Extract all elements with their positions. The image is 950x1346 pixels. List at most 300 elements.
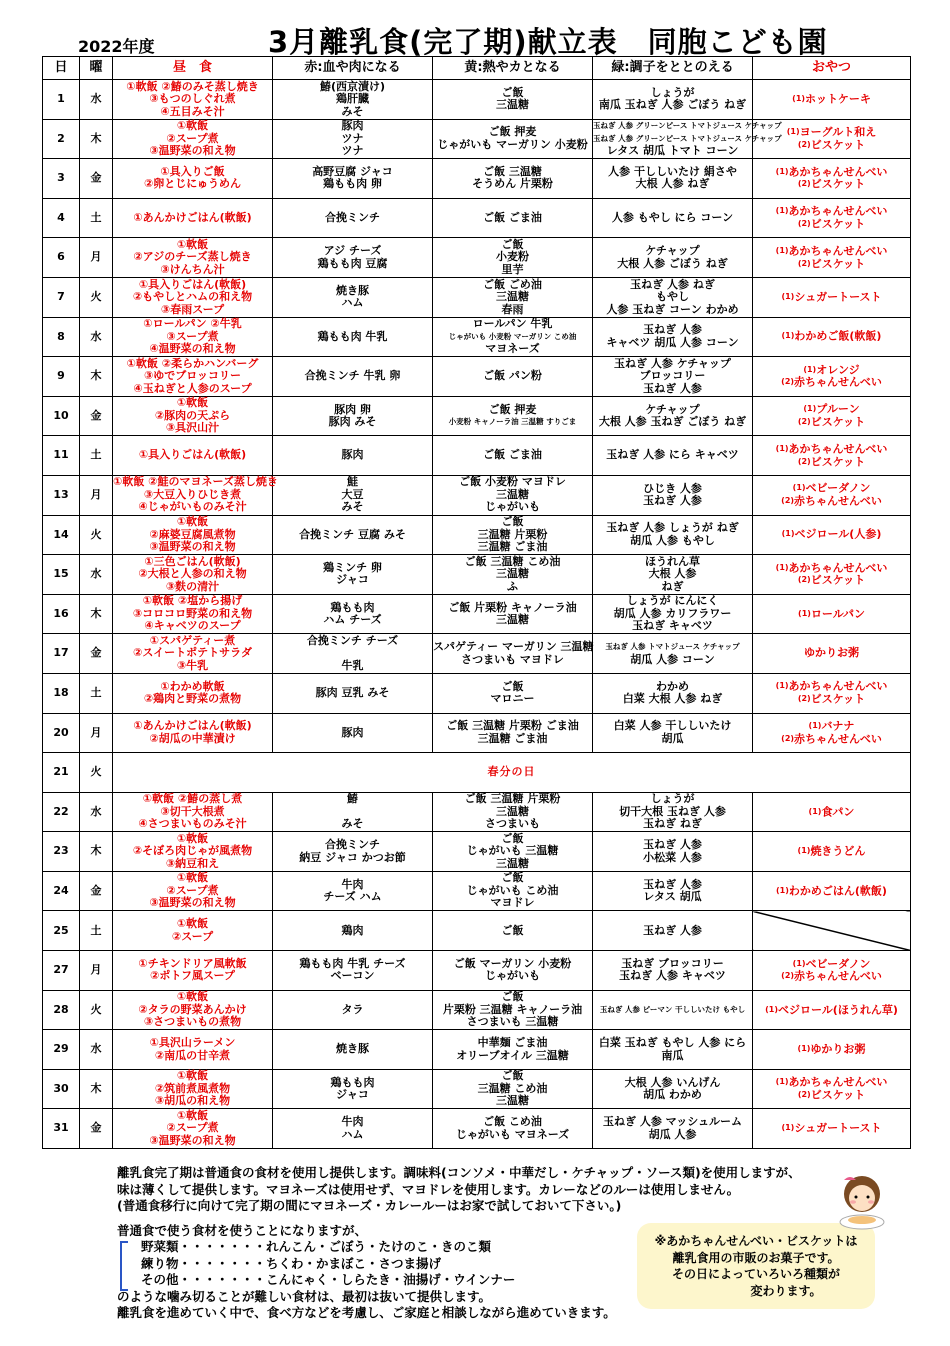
col-green: 緑:調子をととのえる [593, 57, 753, 80]
lunch-item: ②胡瓜の中華漬け [149, 731, 236, 745]
lunch-item: ③温野菜の和え物 [149, 540, 236, 554]
red-food-item: 納豆 ジャコ かつお節 [299, 850, 406, 864]
day-cell: 9 [43, 357, 80, 397]
yellow-food-item: ご飯 ごま油 [483, 448, 542, 462]
red-food-item: 合挽ミンチ 牛乳 卵 [304, 369, 401, 383]
lunch-cell [113, 396, 273, 436]
green-food-item: 玉ねぎ 人参 キャベツ [619, 969, 726, 983]
lunch-item: ①あんかけごはん(軟飯) [133, 210, 252, 224]
snack-item [753, 403, 910, 416]
snack-cell [753, 475, 911, 515]
green-food-item: しょうが [650, 85, 695, 99]
snack-name: ベビーダノン [805, 481, 871, 495]
day-cell: 18 [43, 673, 80, 713]
snack-cell [753, 555, 911, 595]
green-food-item: 胡瓜 わかめ [643, 1088, 702, 1102]
snack-name: ロールパン [810, 606, 865, 620]
green-food-cell [593, 515, 753, 555]
snack-name: ゆかりお粥 [810, 1042, 866, 1056]
yellow-food-item: 三温糖 [496, 290, 529, 304]
lunch-item: ②スープ煮 [166, 1121, 219, 1135]
green-food-item: 切干大根 玉ねぎ 人参 [619, 804, 726, 818]
yellow-food-cell [433, 80, 593, 120]
snack-number: (2) [797, 575, 811, 585]
snack-name: ビスケット [810, 415, 866, 429]
weekday-cell: 水 [80, 80, 113, 120]
snack-number: (1) [803, 404, 817, 414]
red-food-cell [273, 713, 433, 753]
snack-number: (2) [781, 377, 795, 387]
green-food-item: 玉ねぎ 人参 [643, 838, 702, 852]
yellow-food-item: ご飯 三温糖 [483, 164, 542, 178]
weekday-cell: 水 [80, 555, 113, 595]
snack-name: ビスケット [810, 692, 866, 706]
snack-item [753, 1122, 910, 1135]
yellow-food-cell [433, 555, 593, 595]
snack-item [753, 693, 910, 706]
red-food-item: 合挽ミンチ [325, 210, 380, 224]
red-food-item: ジャコ [336, 1088, 369, 1102]
table-row [43, 475, 911, 515]
snack-name: シュガートースト [794, 290, 882, 304]
snack-number: (2) [797, 694, 811, 704]
weekday-cell: 金 [80, 159, 113, 199]
green-food-item: 大根 人参 ねぎ [635, 177, 710, 191]
weekday-cell: 金 [80, 396, 113, 436]
green-food-item: 玉ねぎ 人参 トマトジュース ケチャップ [605, 642, 740, 652]
lunch-item: ②もやしとハムの和え物 [132, 290, 253, 304]
snack-number: (1) [792, 93, 806, 103]
lunch-item: ③牛乳 [176, 658, 209, 672]
day-cell: 25 [43, 911, 80, 951]
snack-number: (1) [775, 206, 789, 216]
red-food-item: 豚肉 豆乳 みそ [315, 685, 390, 699]
snack-cell [753, 990, 911, 1030]
yellow-food-item: ふ [507, 579, 518, 593]
red-food-item: 合挽ミンチ [325, 838, 380, 852]
yellow-food-cell [433, 396, 593, 436]
yellow-food-item: ご飯 [501, 679, 524, 693]
snack-item [753, 495, 910, 508]
lunch-item: ②スープ煮 [166, 131, 219, 145]
note-line: のような噛み切ることが難しい食材は、最初は抜いて提供します。 [117, 1288, 492, 1304]
weekday-cell: 土 [80, 436, 113, 476]
red-food-item: 豚肉 [341, 119, 364, 133]
yellow-food-item: 三温糖 [496, 98, 529, 112]
lunch-item: ①軟飯 ②鮭のマヨネーズ蒸し焼き [113, 475, 278, 489]
yellow-food-item: 三温糖 ごま油 [477, 731, 548, 745]
box-line: その日によっていろいろ種類が [671, 1267, 840, 1281]
snack-number: (2) [797, 139, 811, 149]
lunch-item: ③温野菜の和え物 [149, 1133, 236, 1147]
green-food-item: 白菜 玉ねぎ もやし 人参 にら [598, 1036, 747, 1050]
snack-item [753, 218, 910, 231]
lunch-item: ③コロコロ野菜の和え物 [132, 606, 253, 620]
red-food-cell [273, 198, 433, 238]
yellow-food-item: 小麦粉 キャノーラ油 三温糖 すりごま [448, 417, 577, 427]
red-food-item: 鶏もも肉 牛乳 チーズ [299, 956, 406, 970]
lunch-item: ④五目みそ汁 [160, 104, 225, 118]
snack-cell [753, 80, 911, 120]
lunch-item: ①軟飯 [176, 831, 209, 845]
snack-number: (1) [765, 1004, 779, 1014]
red-food-cell [273, 990, 433, 1030]
day-cell: 20 [43, 713, 80, 753]
table-header-row [43, 57, 911, 80]
red-food-item: 鶏肉 [341, 923, 364, 937]
snack-item [753, 806, 910, 819]
green-food-cell [593, 832, 753, 872]
snack-name: 赤ちゃんせんべい [794, 494, 882, 508]
snack-cell [753, 396, 911, 436]
day-cell: 29 [43, 1030, 80, 1070]
red-food-item: みそ [341, 104, 364, 118]
green-food-item: しょうが [650, 792, 695, 806]
green-food-cell [593, 238, 753, 278]
snack-name: 赤ちゃんせんべい [794, 732, 882, 746]
yellow-food-item: ご飯 押麦 [488, 402, 537, 416]
green-food-item: 小松菜 人参 [643, 850, 702, 864]
day-cell: 15 [43, 555, 80, 595]
red-food-item [273, 647, 432, 660]
yellow-food-item: ロールパン 牛乳 [472, 317, 553, 331]
red-food-cell [273, 951, 433, 991]
col-red: 赤:血や肉になる [273, 57, 433, 80]
green-food-item: 玉ねぎ 人参 グリーンピース トマトジュース ケチャップ [593, 121, 782, 131]
snack-number: (1) [776, 885, 789, 895]
green-food-cell [593, 159, 753, 199]
yellow-food-cell [433, 436, 593, 476]
red-food-item: みそ [341, 500, 364, 514]
yellow-food-item: ご飯 三温糖 片栗粉 [464, 792, 561, 806]
snack-number: (2) [797, 179, 811, 189]
red-food-item: 豚肉 みそ [328, 415, 377, 429]
yellow-food-item: じゃがいも [485, 969, 540, 983]
green-food-cell [593, 594, 753, 634]
snack-number: (1) [808, 721, 822, 731]
box-line: ※あかちゃんせんべい・ビスケットは [654, 1234, 858, 1248]
yellow-food-cell [433, 594, 593, 634]
table-row [43, 515, 911, 555]
day-cell: 1 [43, 80, 80, 120]
yellow-food-item: スパゲティー マーガリン 三温糖 [433, 640, 594, 654]
red-food-item: 鰆(西京漬け) [319, 79, 386, 93]
red-food-item: 鶏もも肉 [330, 600, 375, 614]
yellow-food-cell [433, 1030, 593, 1070]
snack-cell [753, 277, 911, 317]
lunch-cell [113, 951, 273, 991]
holiday-cell: 春分の日 [113, 753, 911, 793]
snack-note-box [637, 1223, 875, 1309]
table-row [43, 555, 911, 595]
day-cell: 7 [43, 277, 80, 317]
lunch-cell [113, 1069, 273, 1109]
lunch-item: ③胡瓜の和え物 [154, 1094, 231, 1108]
table-row [43, 396, 911, 436]
lunch-item: ②豚肉の天ぷら [154, 408, 231, 422]
yellow-food-item: マヨネーズ [485, 342, 540, 356]
lunch-cell [113, 673, 273, 713]
yellow-food-item: ご飯 三温糖 片栗粉 ごま油 [446, 719, 579, 733]
snack-cell [753, 317, 911, 357]
snack-number: (1) [781, 291, 795, 301]
table-row [43, 634, 911, 674]
table-row [43, 1030, 911, 1070]
red-food-item: ツナ [341, 131, 364, 145]
lunch-item: ①あんかけごはん(軟飯) [133, 719, 252, 733]
green-food-cell [593, 357, 753, 397]
yellow-food-item: ご飯 [501, 1069, 524, 1083]
yellow-food-item: ご飯 ごま油 [483, 210, 542, 224]
green-food-item: 玉ねぎ キャベツ [632, 619, 713, 633]
yellow-food-item: 三温糖 片栗粉 [477, 527, 548, 541]
yellow-food-cell [433, 832, 593, 872]
snack-name: 赤ちゃんせんべい [794, 969, 882, 983]
table-row [43, 1069, 911, 1109]
lunch-cell [113, 198, 273, 238]
day-cell: 16 [43, 594, 80, 634]
snack-number: (2) [781, 733, 795, 743]
lunch-item: ④温野菜の和え物 [149, 342, 236, 356]
red-food-item: ハム [341, 296, 364, 310]
snack-cell [753, 1069, 911, 1109]
green-food-item: 玉ねぎ 人参 マッシュルーム [603, 1115, 742, 1129]
snack-item [753, 364, 910, 377]
yellow-food-cell [433, 198, 593, 238]
red-food-cell [273, 594, 433, 634]
green-food-cell [593, 713, 753, 753]
red-food-item: 豚肉 [341, 448, 364, 462]
green-food-item: レタス 胡瓜 トマト コーン [606, 144, 739, 158]
snack-item [753, 245, 910, 258]
red-food-cell [273, 555, 433, 595]
yellow-food-item: ご飯 小麦粉 マヨドレ [459, 475, 566, 489]
yellow-food-item: 里芋 [501, 262, 524, 276]
snack-cell [753, 436, 911, 476]
yellow-food-item: 三温糖 ごま油 [477, 540, 548, 554]
snack-item [753, 1043, 910, 1056]
lunch-item: ③さつまいもの煮物 [143, 1015, 242, 1029]
yellow-food-item: 春雨 [501, 302, 524, 316]
box-line: 離乳食用の市販のお菓子です。 [672, 1250, 840, 1265]
snack-name: 焼きうどん [810, 844, 866, 858]
snack-item [753, 1004, 910, 1017]
lunch-item: ①軟飯 [176, 1108, 209, 1122]
green-food-item: 大根 人参 ごぼう ねぎ [617, 256, 728, 270]
note-line: 普通食で使う食材を使うことになりますが、 [117, 1222, 368, 1238]
yellow-food-item: 片栗粉 三温糖 キャノーラ油 [442, 1002, 583, 1016]
green-food-cell [593, 1069, 753, 1109]
snack-item [753, 885, 910, 898]
red-food-item: アジ チーズ [323, 244, 382, 258]
table-row [43, 832, 911, 872]
yellow-food-item: ご飯 片栗粉 キャノーラ油 [448, 600, 577, 614]
red-food-cell [273, 515, 433, 555]
red-food-item: 合挽ミンチ チーズ [306, 633, 399, 647]
snack-item [753, 970, 910, 983]
day-cell: 13 [43, 475, 80, 515]
snack-name: ビスケット [810, 573, 866, 587]
yellow-food-cell [433, 238, 593, 278]
lunch-item: ②スープ [171, 929, 214, 943]
snack-name: あかちゃんせんべい [788, 679, 888, 693]
yellow-food-item: ご飯 [501, 990, 524, 1004]
bracket-decoration [120, 1241, 128, 1291]
red-food-cell [273, 673, 433, 713]
red-food-item: 牛乳 [341, 658, 364, 672]
red-food-cell [273, 792, 433, 832]
snack-item [753, 720, 910, 733]
yellow-food-item: ご飯 マーガリン 小麦粉 [453, 956, 572, 970]
green-food-cell [593, 119, 782, 159]
yellow-food-item: マヨドレ [490, 896, 535, 910]
green-food-cell [593, 396, 753, 436]
lunch-item: ①具入りご飯 [160, 164, 225, 178]
weekday-cell: 火 [80, 277, 113, 317]
lunch-item: ②スープ煮 [166, 883, 219, 897]
table-row [43, 871, 911, 911]
yellow-food-item: 三温糖 [496, 567, 529, 581]
lunch-item: ②大根と人参の和え物 [138, 567, 247, 581]
note-line: 野菜類・・・・・・・れんこん・ごぼう・たけのこ・きのこ類 [141, 1239, 492, 1254]
col-snack: おやつ [753, 57, 911, 80]
red-food-cell [273, 238, 433, 278]
day-cell: 22 [43, 792, 80, 832]
table-row [43, 436, 911, 476]
red-food-item: 大豆 [341, 487, 364, 501]
day-cell: 6 [43, 238, 80, 278]
green-food-item: 南瓜 玉ねぎ 人参 ごぼう ねぎ [598, 98, 747, 112]
yellow-food-item: ご飯 [501, 923, 524, 937]
lunch-item: ③大豆入りひじき煮 [143, 487, 242, 501]
snack-number: (2) [797, 456, 811, 466]
red-food-item: 豚肉 [341, 725, 364, 739]
lunch-item: ④さつまいものみそ汁 [138, 817, 247, 831]
day-cell: 11 [43, 436, 80, 476]
day-cell: 23 [43, 832, 80, 872]
yellow-food-cell [433, 1069, 593, 1109]
weekday-cell: 土 [80, 673, 113, 713]
green-food-item: 白菜 大根 人参 ねぎ [622, 692, 723, 706]
lunch-item: ③具沢山汁 [165, 421, 220, 435]
yellow-food-item: マロニー [490, 692, 535, 706]
yellow-food-item: ご飯 こめ油 [483, 1115, 542, 1129]
green-food-item: ねぎ [661, 579, 684, 593]
red-food-cell [273, 159, 433, 199]
snack-cell [753, 673, 911, 713]
lunch-item: ④玉ねぎと人参のスープ [133, 381, 252, 395]
note-line: 離乳食完了期は普通食の食材を使用し提供します。調味料(コンソメ・中華だし・ケチャップ・ソース類)を使用しますが、 [117, 1165, 801, 1180]
red-food-cell [273, 634, 433, 674]
lunch-cell [113, 159, 273, 199]
snack-number: (1) [775, 681, 789, 691]
weekday-cell: 水 [80, 317, 113, 357]
lunch-cell [113, 911, 273, 951]
red-food-item: 鶏肝臓 [336, 92, 369, 106]
snack-item [753, 562, 910, 575]
snack-name: ベジロール(ほうれん草) [778, 1002, 898, 1016]
lunch-item: ①軟飯 [176, 871, 209, 885]
weekday-cell: 木 [80, 357, 113, 397]
snack-item [753, 330, 910, 343]
red-food-item: 牛肉 [341, 1115, 364, 1129]
yellow-food-cell [433, 673, 593, 713]
red-food-item: ツナ [341, 144, 364, 158]
snack-name: オレンジ [816, 362, 860, 376]
red-food-cell [273, 317, 433, 357]
yellow-food-item: じゃがいも マヨネーズ [455, 1127, 570, 1141]
table-row [43, 911, 911, 951]
green-food-cell [593, 1030, 753, 1070]
red-food-item: ハム [341, 1127, 364, 1141]
snack-item [753, 608, 910, 621]
snack-item [753, 680, 910, 693]
weekday-cell: 月 [80, 475, 113, 515]
note-line: 味は薄くして提供します。マヨネーズは使用せず、マヨドレを使用します。カレーなどのルーは使用しません。 [117, 1181, 740, 1197]
girl-eating-illustration [832, 1170, 892, 1232]
snack-name: バナナ [821, 719, 855, 733]
lunch-cell [113, 80, 273, 120]
snack-name: あかちゃんせんべい [788, 442, 888, 456]
green-food-item: 胡瓜 [661, 731, 684, 745]
lunch-item: ④キャベツのスープ [144, 619, 241, 633]
lunch-cell [113, 436, 273, 476]
snack-number: (2) [781, 971, 795, 981]
day-cell: 27 [43, 951, 80, 991]
snack-cell [753, 238, 911, 278]
yellow-food-item: じゃがいも こめ油 [466, 883, 559, 897]
snack-item [753, 376, 910, 389]
red-food-item: 鰆 [347, 792, 358, 806]
weekday-cell: 月 [80, 238, 113, 278]
green-food-cell [593, 792, 753, 832]
green-food-cell [593, 277, 753, 317]
red-food-cell [273, 1030, 433, 1070]
lunch-cell [113, 238, 273, 278]
snack-name: あかちゃんせんべい [788, 244, 888, 258]
yellow-food-item: じゃがいも 三温糖 [466, 844, 559, 858]
lunch-cell [113, 832, 273, 872]
lunch-cell [113, 1030, 273, 1070]
green-food-item: ケチャップ [645, 244, 700, 258]
snack-cell [753, 951, 911, 991]
yellow-food-cell [433, 515, 593, 555]
snack-cell [753, 713, 911, 753]
lunch-item: ③ゆでブロッコリー [143, 369, 242, 383]
snack-cell [753, 1109, 911, 1149]
col-lunch: 昼 食 [113, 57, 273, 80]
lunch-item: ①ロールパン ②牛乳 [143, 317, 242, 331]
lunch-cell [113, 119, 273, 159]
page-title: 3月離乳食(完了期)献立表 同胞こども園 [268, 25, 828, 59]
red-food-cell [273, 832, 433, 872]
yellow-food-item: ご飯 パン粉 [483, 369, 542, 383]
snack-number: (1) [808, 806, 822, 816]
note-line: その他・・・・・・・こんにゃく・しらたき・油揚げ・ウインナー [141, 1272, 516, 1287]
snack-number: (1) [797, 1044, 811, 1054]
snack-item [753, 178, 910, 191]
red-food-cell [273, 80, 433, 120]
yellow-food-cell [433, 634, 593, 674]
snack-number: (1) [803, 364, 817, 374]
lunch-item: ①具沢山ラーメン [149, 1036, 236, 1050]
snack-number: (1) [781, 529, 795, 539]
red-food-cell [273, 1109, 433, 1149]
yellow-food-item: 三温糖 [496, 613, 529, 627]
snack-name: ビスケット [810, 1088, 866, 1102]
yellow-food-cell [433, 317, 593, 357]
green-food-item: 胡瓜 人参 もやし [630, 533, 715, 547]
